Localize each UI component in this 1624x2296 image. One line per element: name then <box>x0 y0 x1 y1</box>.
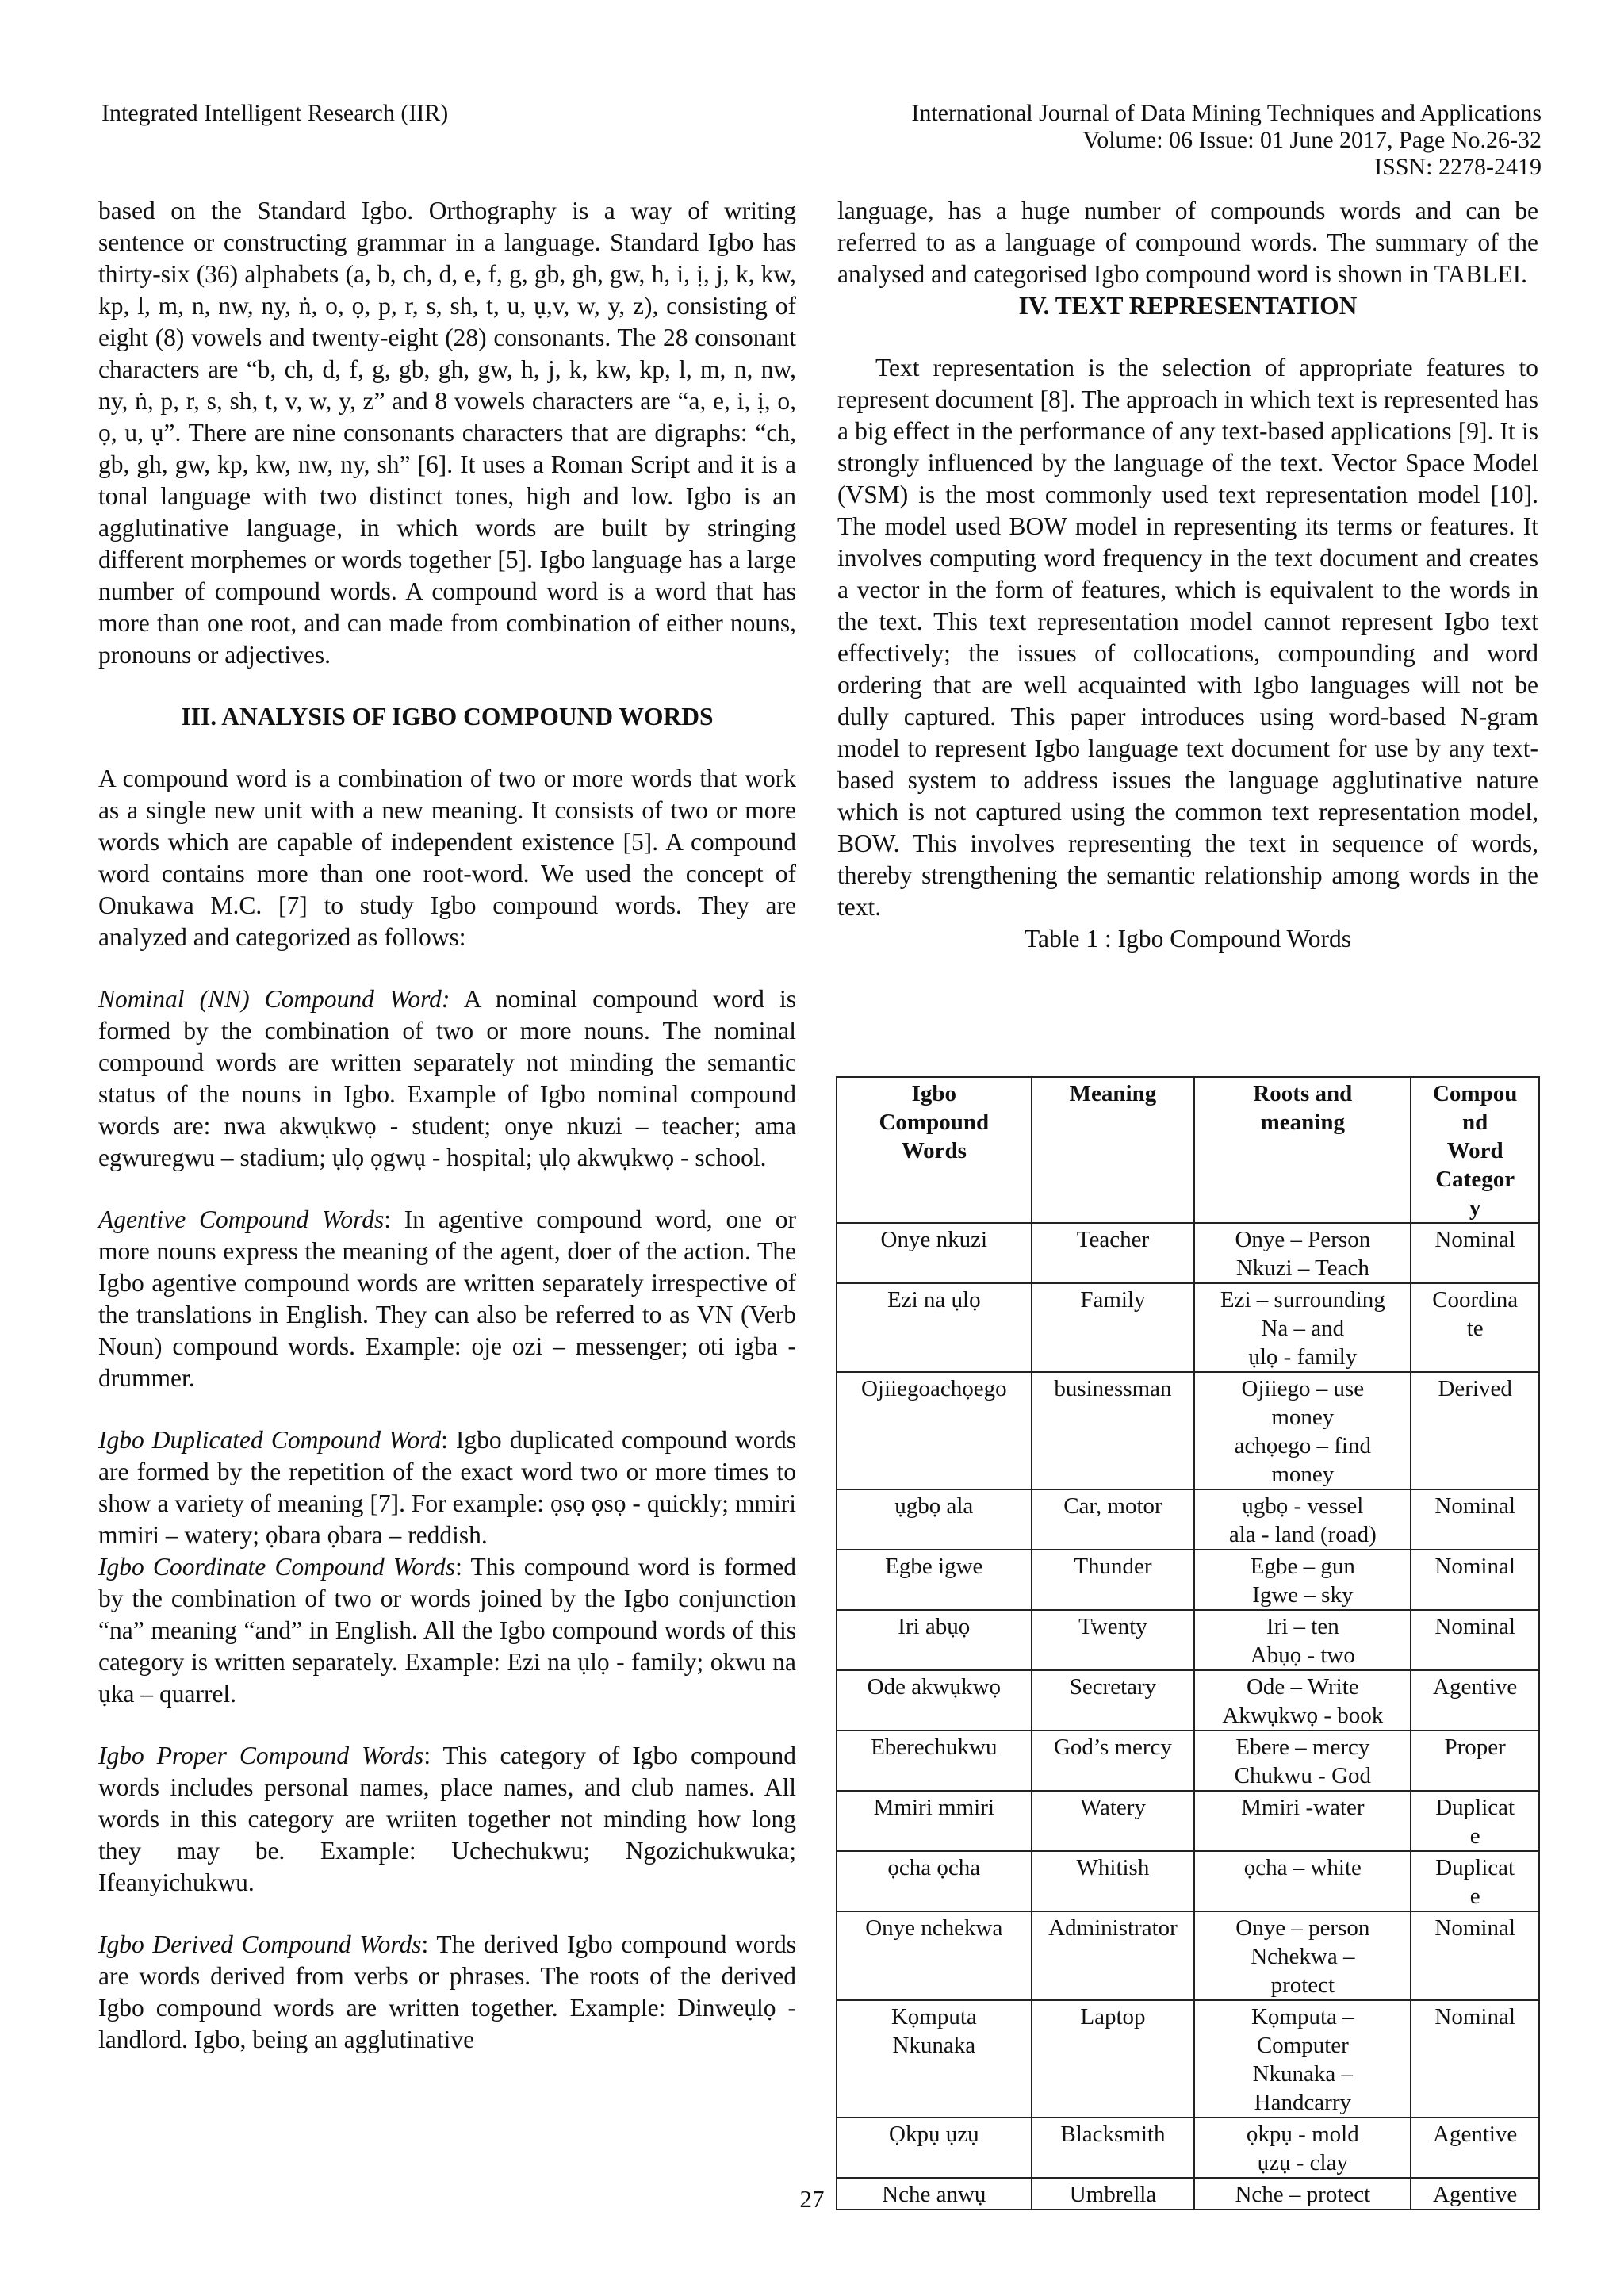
cell-meaning <box>1032 1791 1195 1851</box>
table-caption: Table 1 : Igbo Compound Words <box>1024 925 1352 953</box>
cell-roots <box>1194 1670 1411 1731</box>
header-roots-and-meaning-line: meaning <box>1260 1110 1345 1135</box>
cell-roots <box>1194 1283 1411 1372</box>
table-row <box>837 1223 1539 1283</box>
cell-compound-word <box>837 1791 1032 1851</box>
cell-roots-line: Nkuzi – Teach <box>1235 1255 1369 1281</box>
header-compound-word-category <box>1411 1077 1539 1223</box>
cell-category-line: Agentive <box>1433 1674 1518 1700</box>
cell-roots-line: ụzụ - clay <box>1257 2150 1348 2175</box>
journal-volume: Volume: 06 Issue: 01 June 2017, Page No.26-32 <box>1082 127 1542 153</box>
header-igbo-compound-words-line: Igbo <box>911 1081 956 1106</box>
derived-text: : The derived Igbo compound words are words derived from verbs or phrases. The roots of the derived Igbo compound words are written together. Example: Dinweụlọ - landlord. Igbo, being an agglutinative <box>98 1930 796 2053</box>
table-header-row <box>837 1077 1539 1223</box>
section-3-heading: III. ANALYSIS OF IGBO COMPOUND WORDS <box>181 703 714 730</box>
cell-compound-word-line: ụgbọ ala <box>894 1493 974 1519</box>
table-row <box>837 1372 1539 1489</box>
agentive-title: Agentive Compound Words <box>98 1205 385 1233</box>
cell-meaning <box>1032 1489 1195 1550</box>
left-column <box>98 195 796 2056</box>
cell-meaning-line: Family <box>1080 1287 1146 1313</box>
cell-meaning-line: Secretary <box>1069 1674 1157 1700</box>
cell-category <box>1411 1550 1539 1610</box>
cell-compound-word <box>837 1372 1032 1489</box>
cell-category-line: Nominal <box>1434 1614 1515 1639</box>
duplicated-paragraph <box>98 1424 796 1551</box>
cell-roots-line: Ode – Write <box>1246 1674 1359 1700</box>
proper-text: : This category of Igbo compound words includes personal names, place names, and club names. All words in this category are wriiten together not minding how long they may be. Example: Uchechukwu; Ngozichukwuka; Ifeanyichukwu. <box>98 1742 796 1896</box>
cell-compound-word-line: Eberechukwu <box>871 1734 998 1760</box>
table-row <box>837 2118 1539 2178</box>
cell-meaning <box>1032 1610 1195 1670</box>
cell-compound-word-line: ọcha ọcha <box>887 1855 981 1880</box>
table-body <box>837 1223 1539 2210</box>
cell-category <box>1411 1372 1539 1489</box>
cell-roots-line: money <box>1271 1405 1335 1430</box>
cell-meaning <box>1032 2000 1195 2118</box>
table-row <box>837 1851 1539 1911</box>
header-meaning-line: Meaning <box>1069 1081 1157 1106</box>
cell-category <box>1411 1911 1539 2000</box>
header-roots-and-meaning-line: Roots and <box>1253 1081 1353 1106</box>
section-3-intro: A compound word is a combination of two or more words that work as a single new unit with a new meaning. It consists of two or more words which are capable of independent existence [5]. A compound word contains more than one root-word. We used the concept of Onukawa M.C. [7] to study Igbo compound words. They are analyzed and categorized as follows: <box>98 765 796 951</box>
cell-roots <box>1194 2000 1411 2118</box>
cell-roots-line: ụgbọ - vessel <box>1242 1493 1364 1519</box>
cell-category-line: Agentive <box>1433 2182 1518 2207</box>
nominal-paragraph <box>98 983 796 1174</box>
cell-category-line: Nominal <box>1434 1554 1515 1579</box>
cell-roots-line: money <box>1271 1462 1335 1487</box>
cell-meaning <box>1032 1851 1195 1911</box>
cell-roots-line: Chukwu - God <box>1234 1763 1372 1788</box>
cell-category <box>1411 1791 1539 1851</box>
journal-issn: ISSN: 2278-2419 <box>1374 154 1542 180</box>
cell-roots-line: Igwe – sky <box>1252 1582 1354 1608</box>
cell-meaning-line: Teacher <box>1076 1227 1150 1252</box>
page-number: 27 <box>799 2185 825 2213</box>
cell-roots-line: ọcha – white <box>1243 1855 1362 1880</box>
cell-meaning <box>1032 1550 1195 1610</box>
agentive-paragraph <box>98 1204 796 1394</box>
cell-roots <box>1194 1223 1411 1283</box>
cell-roots-line: ụlọ - family <box>1248 1344 1358 1370</box>
cell-category <box>1411 1610 1539 1670</box>
cell-compound-word <box>837 1670 1032 1731</box>
section-4-heading: IV. TEXT REPRESENTATION <box>1018 292 1358 320</box>
table-row <box>837 1670 1539 1731</box>
nominal-title: Nominal (NN) Compound Word: <box>98 985 450 1013</box>
cell-meaning-line: God’s mercy <box>1053 1734 1172 1760</box>
duplicated-text: : Igbo duplicated compound words are formed by the repetition of the exact word two or more times to show a variety of meaning [7]. For example: ọsọ ọsọ - quickly; mmiri mmiri – watery; ọbara ọbara – reddish. <box>98 1426 797 1549</box>
header-igbo-compound-words-line: Compound <box>879 1110 990 1135</box>
cell-compound-word-line: Onye nchekwa <box>865 1915 1003 1941</box>
cell-category-line: e <box>1469 1884 1480 1909</box>
agentive-text: : In agentive compound word, one or more nouns express the meaning of the agent, doer of the action. The Igbo agentive compound words are written separately irrespective of the translations in English. They can also be referred to as VN (Verb Noun) compound words. Example: oje ozi – messenger; oti igba - drummer. <box>98 1205 796 1392</box>
cell-category-line: Nominal <box>1434 1227 1515 1252</box>
table-row <box>837 1489 1539 1550</box>
cell-roots <box>1194 1489 1411 1550</box>
cell-roots <box>1194 1372 1411 1489</box>
cell-roots-line: Handcarry <box>1254 2090 1351 2115</box>
cell-category-line: Derived <box>1438 1376 1512 1401</box>
cell-category-line: Duplicat <box>1435 1795 1515 1820</box>
table-row <box>837 1731 1539 1791</box>
journal-title: International Journal of Data Mining Techniques and Applications <box>911 100 1542 126</box>
cell-roots-line: Ebere – mercy <box>1235 1734 1370 1760</box>
cell-meaning-line: Car, motor <box>1063 1493 1162 1519</box>
cell-roots-line: Onye – person <box>1235 1915 1370 1941</box>
section-4-paragraph: Text representation is the selection of appropriate features to represent document [8]. The approach in which text is represented has a big effect in the performance of any text-based applications [9]. It is strongly influenced by the language of the text. Vector Space Model (VSM) is the most commonly used text representation model [10]. The model used BOW model in representing its terms or features. It involves computing word frequency in the text document and creates a vector in the form of features, which is equivalent to the words in the text. This text representation model cannot represent Igbo text effectively; the issues of collocations, compounding and word ordering that are well acquainted with Igbo languages will not be dully captured. This paper introduces using word-based N-gram model to represent Igbo language text document for use by any text-based system to address issues the language agglutinative nature which is not captured using the common text representation model, BOW. This involves representing the text in sequence of words, thereby strengthening the semantic relationship among words in the text. <box>837 354 1538 921</box>
cell-category <box>1411 1223 1539 1283</box>
header-compound-word-category-line: Categor <box>1435 1167 1515 1192</box>
header-compound-word-category-line: nd <box>1462 1110 1488 1135</box>
cell-meaning-line: Umbrella <box>1069 2182 1157 2207</box>
cell-compound-word-line: Ojiiegoachọego <box>860 1376 1007 1401</box>
cell-compound-word <box>837 2000 1032 2118</box>
cell-roots-line: Nkunaka – <box>1252 2061 1354 2087</box>
cell-roots <box>1194 1851 1411 1911</box>
cell-roots-line: Iri – ten <box>1266 1614 1339 1639</box>
cell-compound-word <box>837 2118 1032 2178</box>
cell-compound-word-line: Ezi na ụlọ <box>887 1287 981 1313</box>
cell-category-line: Proper <box>1444 1734 1506 1760</box>
cell-category <box>1411 1489 1539 1550</box>
cell-compound-word-line: Nche anwụ <box>882 2182 986 2207</box>
cell-category-line: Nominal <box>1434 1915 1515 1941</box>
header-compound-word-category-line: Compou <box>1432 1081 1518 1106</box>
cell-roots-line: Ezi – surrounding <box>1220 1287 1385 1313</box>
cell-compound-word <box>837 1731 1032 1791</box>
cell-category <box>1411 1283 1539 1372</box>
cell-compound-word-line: Nkunaka <box>892 2033 976 2058</box>
cell-category-line: Agentive <box>1433 2122 1518 2147</box>
cell-roots <box>1194 1731 1411 1791</box>
cell-roots-line: achọego – find <box>1234 1433 1371 1458</box>
cell-category <box>1411 1851 1539 1911</box>
cell-meaning-line: Administrator <box>1048 1915 1178 1941</box>
cell-compound-word <box>837 1911 1032 2000</box>
derived-title: Igbo Derived Compound Words <box>98 1930 422 1958</box>
cell-meaning <box>1032 1372 1195 1489</box>
cell-category-line: Nominal <box>1434 2004 1515 2030</box>
cell-category-line: e <box>1469 1823 1480 1849</box>
igbo-compound-words-table <box>836 1076 1540 2210</box>
cell-meaning-line: Blacksmith <box>1060 2122 1166 2147</box>
table-row <box>837 1550 1539 1610</box>
cell-compound-word-line: Egbe igwe <box>885 1554 983 1579</box>
table-row <box>837 1911 1539 2000</box>
cell-meaning-line: Thunder <box>1074 1554 1152 1579</box>
cell-roots-line: Mmiri -water <box>1241 1795 1365 1820</box>
header-roots-and-meaning <box>1194 1077 1411 1223</box>
cell-roots-line: Nche – protect <box>1235 2182 1371 2207</box>
cell-roots-line: protect <box>1270 1972 1335 1998</box>
header-meaning <box>1032 1077 1195 1223</box>
coordinate-paragraph <box>98 1551 796 1710</box>
cell-roots-line: Nchekwa – <box>1251 1944 1355 1969</box>
running-header-left: Integrated Intelligent Research (IIR) <box>102 100 449 126</box>
proper-title: Igbo Proper Compound Words <box>98 1742 424 1769</box>
cell-meaning-line: Watery <box>1079 1795 1146 1820</box>
cell-category-line: te <box>1466 1316 1484 1341</box>
cell-meaning <box>1032 1731 1195 1791</box>
cell-roots <box>1194 1911 1411 2000</box>
table-row <box>837 1791 1539 1851</box>
cell-roots <box>1194 1610 1411 1670</box>
cell-roots <box>1194 1550 1411 1610</box>
header-igbo-compound-words <box>837 1077 1032 1223</box>
header-igbo-compound-words-line: Words <box>901 1138 967 1163</box>
cell-meaning-line: Whitish <box>1076 1855 1150 1880</box>
nominal-text: A nominal compound word is formed by the combination of two or more nouns. The nominal compound words are written separately not minding the semantic status of the nouns in Igbo. Example of Igbo nominal compound words are: nwa akwụkwọ - student; onye nkuzi – teacher; ama egwuregwu – stadium; ụlọ ọgwụ - hospital; ụlọ akwụkwọ - school. <box>98 985 796 1171</box>
intro-paragraph: based on the Standard Igbo. Orthography is a way of writing sentence or constructing grammar in a language. Standard Igbo has thirty-six (36) alphabets (a, b, ch, d, e, f, g, gb, gh, gw, h, i, ị, j, k, kw, kp, l, m, n, nw, ny, ṅ, o, ọ, p, r, s, sh, t, u, ụ,v, w, y, z), consisting of eight (8) vowels and twenty-eight (28) consonants. The 28 consonant characters are “b, ch, d, f, g, gb, gh, gw, h, j, k, kw, kp, l, m, n, nw, ny, ṅ, p, r, s, sh, t, v, w, y, z” and 8 vowels characters are “a, e, i, ị, o, ọ, u, ụ”. There are nine consonants characters that are digraphs: “ch, gb, gh, gw, kp, kw, nw, ny, sh” [6]. It uses a Roman Script and it is a tonal language with two distinct tones, high and low. Igbo is an agglutinative language, in which words are built by stringing different morphemes or words together [5]. Igbo language has a large number of compound words. A compound word is a word that has more than one root, and can made from combination of either nouns, pronouns or adjectives. <box>98 197 796 669</box>
duplicated-title: Igbo Duplicated Compound Word <box>98 1426 442 1454</box>
cell-compound-word-line: Iri abụọ <box>898 1614 971 1639</box>
cell-meaning-line: Laptop <box>1080 2004 1146 2030</box>
cell-compound-word <box>837 1550 1032 1610</box>
cell-roots-line: Na – and <box>1261 1316 1345 1341</box>
cell-roots-line: ala - land (road) <box>1228 1522 1377 1547</box>
cell-category <box>1411 2000 1539 2118</box>
cell-roots-line: Computer <box>1256 2033 1349 2058</box>
header-compound-word-category-line: y <box>1469 1195 1481 1221</box>
proper-paragraph <box>98 1740 796 1899</box>
cell-compound-word <box>837 1851 1032 1911</box>
cell-compound-word-line: Ode akwụkwọ <box>867 1674 1001 1700</box>
cell-compound-word-line: Onye nkuzi <box>880 1227 988 1252</box>
table-row <box>837 2000 1539 2118</box>
cell-meaning-line: businessman <box>1054 1376 1172 1401</box>
cell-roots-line: Ojiiego – use <box>1241 1376 1365 1401</box>
cell-roots-line: Onye – Person <box>1235 1227 1371 1252</box>
cell-compound-word <box>837 1223 1032 1283</box>
cell-compound-word-line: Kọmputa <box>891 2004 977 2030</box>
cell-roots-line: ọkpụ - mold <box>1246 2122 1359 2147</box>
cell-roots-line: Abụọ - two <box>1250 1642 1355 1668</box>
cell-category-line: Nominal <box>1434 1493 1515 1519</box>
cell-meaning <box>1032 1223 1195 1283</box>
derived-paragraph <box>98 1929 796 2056</box>
cell-roots <box>1194 1791 1411 1851</box>
cell-meaning <box>1032 1911 1195 2000</box>
header-compound-word-category-line: Word <box>1446 1138 1503 1163</box>
cell-roots-line: Egbe – gun <box>1250 1554 1355 1579</box>
cell-roots-line: Akwụkwọ - book <box>1222 1703 1384 1728</box>
cell-roots <box>1194 2118 1411 2178</box>
running-header-right <box>911 100 1542 181</box>
coordinate-text: : This compound word is formed by the combination of two or words joined by the Igbo conjunction “na” meaning “and” in English. All the Igbo compound words of this category is written separately. Example: Ezi na ụlọ - family; okwu na ụka – quarrel. <box>98 1553 796 1708</box>
cell-meaning <box>1032 2118 1195 2178</box>
table-row <box>837 1283 1539 1372</box>
cell-category-line: Duplicat <box>1435 1855 1515 1880</box>
table-row <box>837 1610 1539 1670</box>
cell-compound-word <box>837 1283 1032 1372</box>
cell-category-line: Coordina <box>1432 1287 1519 1313</box>
cell-compound-word <box>837 1489 1032 1550</box>
cell-compound-word-line: Ọkpụ ụzụ <box>889 2122 979 2147</box>
continuation-paragraph: language, has a huge number of compounds words and can be referred to as a language of compound words. The summary of the analysed and categorised Igbo compound word is shown in TABLEI. <box>837 197 1538 288</box>
cell-roots-line: Kọmputa – <box>1251 2004 1354 2030</box>
right-column <box>837 195 1538 955</box>
cell-compound-word-line: Mmiri mmiri <box>873 1795 994 1820</box>
cell-meaning-line: Twenty <box>1078 1614 1147 1639</box>
cell-meaning <box>1032 1670 1195 1731</box>
cell-category <box>1411 1670 1539 1731</box>
cell-category <box>1411 2118 1539 2178</box>
coordinate-title: Igbo Coordinate Compound Words <box>98 1553 456 1581</box>
cell-category <box>1411 1731 1539 1791</box>
cell-meaning <box>1032 1283 1195 1372</box>
cell-compound-word <box>837 1610 1032 1670</box>
